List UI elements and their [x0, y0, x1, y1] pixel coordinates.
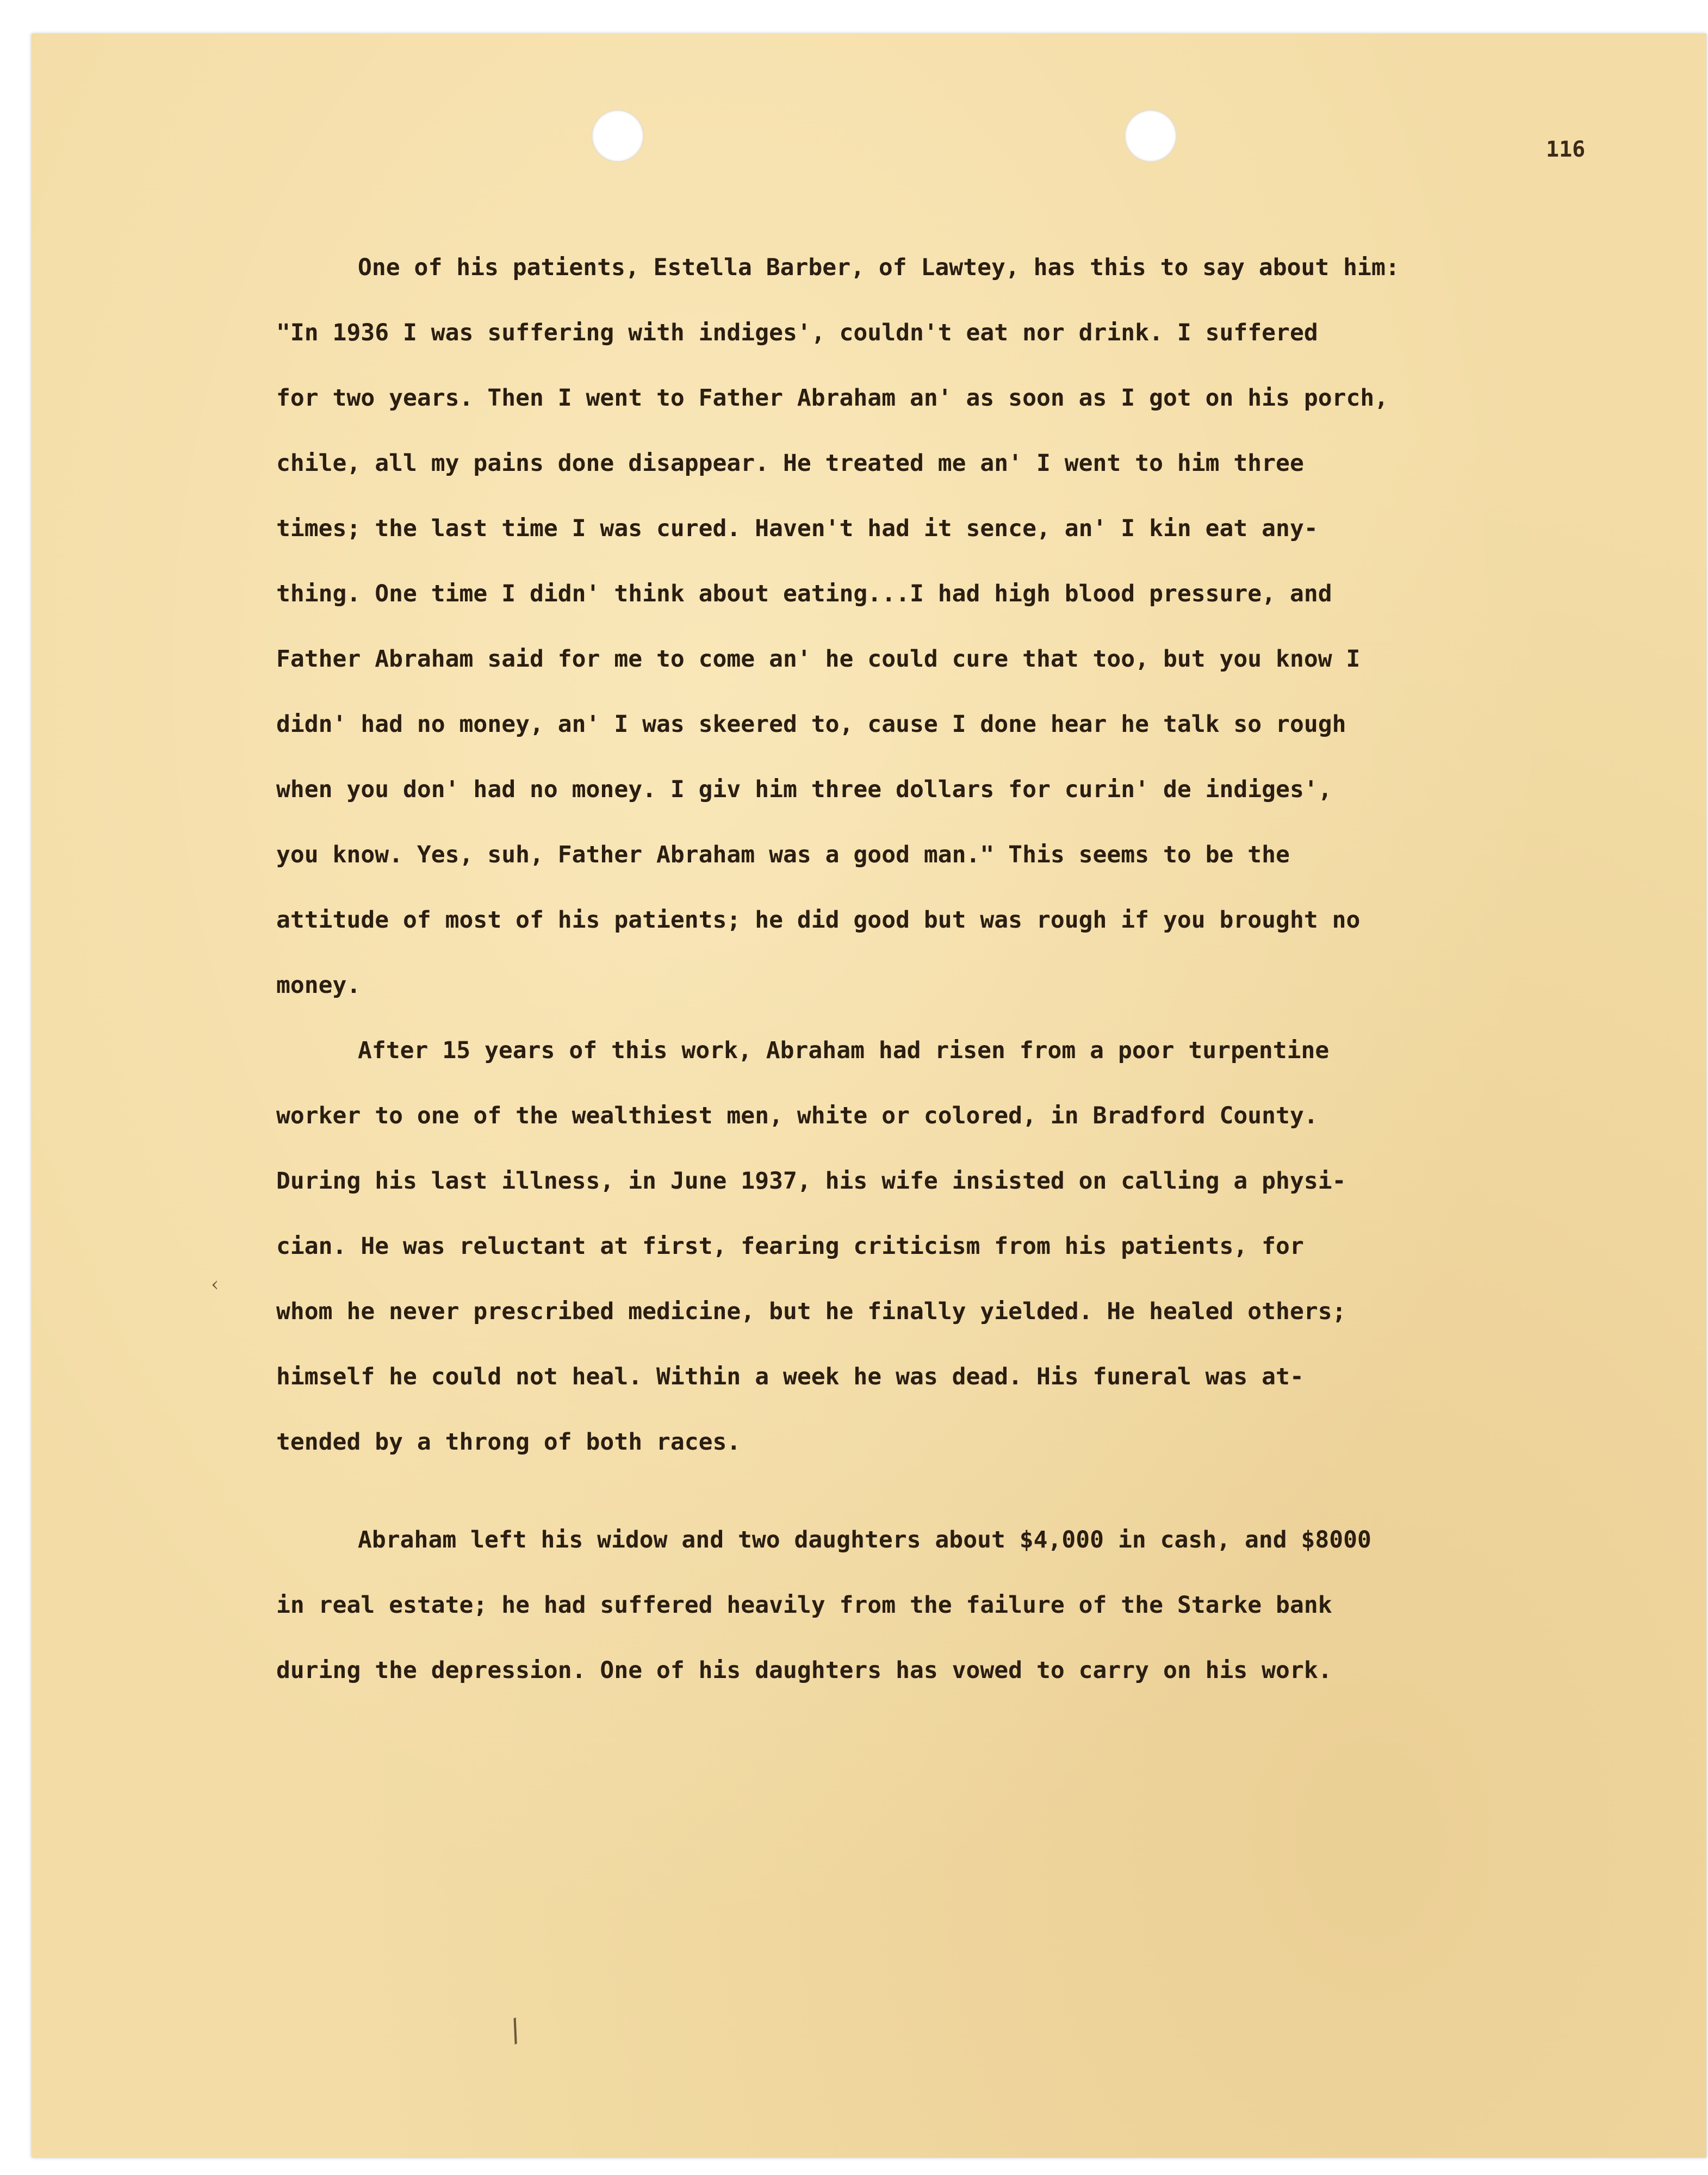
- punch-hole-right: [1125, 110, 1177, 162]
- text-line: money.: [276, 972, 361, 999]
- text-line: "In 1936 I was suffering with indiges', couldn't eat nor drink. I suffered: [276, 319, 1318, 346]
- text-line: when you don' had no money. I giv him three dollars for curin' de indiges',: [276, 776, 1332, 803]
- punch-hole-left: [592, 110, 644, 162]
- text-line: in real estate; he had suffered heavily from the failure of the Starke bank: [276, 1592, 1332, 1619]
- text-line: whom he never prescribed medicine, but he finally yielded. He healed others;: [276, 1298, 1346, 1325]
- paper-sheet: [32, 34, 1706, 2158]
- text-line: himself he could not heal. Within a week he was dead. His funeral was at-: [276, 1363, 1304, 1390]
- text-line: during the depression. One of his daughters has vowed to carry on his work.: [276, 1657, 1332, 1684]
- text-line: worker to one of the wealthiest men, white or colored, in Bradford County.: [276, 1102, 1318, 1129]
- text-line: you know. Yes, suh, Father Abraham was a good man." This seems to be the: [276, 841, 1290, 868]
- text-line: cian. He was reluctant at first, fearing criticism from his patients, for: [276, 1233, 1304, 1260]
- text-line: thing. One time I didn' think about eating...I had high blood pressure, and: [276, 580, 1332, 607]
- text-line: During his last illness, in June 1937, his wife insisted on calling a physi-: [276, 1167, 1346, 1195]
- page-number: 116: [1546, 137, 1586, 162]
- pencil-tick-mark: /: [504, 2012, 526, 2049]
- text-line: times; the last time I was cured. Haven't had it sence, an' I kin eat any-: [276, 515, 1318, 542]
- text-line: Abraham left his widow and two daughters about $4,000 in cash, and $8000: [358, 1526, 1371, 1553]
- text-line: didn' had no money, an' I was skeered to, cause I done hear he talk so rough: [276, 711, 1346, 738]
- text-line: chile, all my pains done disappear. He treated me an' I went to him three: [276, 450, 1304, 477]
- margin-mark: ‹: [211, 1273, 219, 1296]
- text-line: After 15 years of this work, Abraham had risen from a poor turpentine: [358, 1037, 1330, 1064]
- paragraph-gap: [276, 1475, 1592, 1507]
- text-line: for two years. Then I went to Father Abraham an' as soon as I got on his porch,: [276, 384, 1389, 412]
- text-line: tended by a throng of both races.: [276, 1428, 741, 1456]
- text-line: One of his patients, Estella Barber, of Lawtey, has this to say about him:: [358, 254, 1400, 281]
- text-line: Father Abraham said for me to come an' he could cure that too, but you know I: [276, 645, 1361, 673]
- text-line: attitude of most of his patients; he did good but was rough if you brought no: [276, 906, 1361, 934]
- body-text: [276, 235, 1592, 1703]
